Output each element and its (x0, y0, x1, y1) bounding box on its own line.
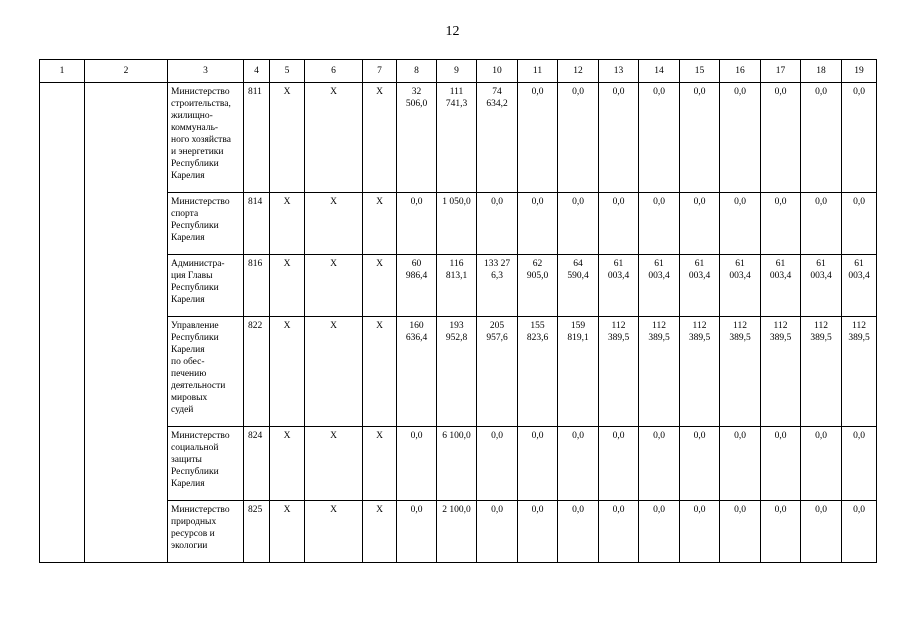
value-cell (477, 193, 518, 255)
value-part: 0,0 (572, 197, 584, 207)
value-part: 0,0 (815, 431, 827, 441)
x-marker-cell: X (305, 427, 363, 501)
organization-name-line: спорта (171, 209, 199, 219)
value-cell (599, 501, 639, 563)
value-cell (639, 83, 680, 193)
value-part: 0,0 (853, 505, 865, 515)
value-part: 0,0 (853, 197, 865, 207)
value-part: 0,0 (491, 431, 503, 441)
value-part: 61 (613, 259, 624, 269)
value-part: 61 (694, 259, 705, 269)
value-part: 636,4 (405, 333, 428, 343)
value-cell (437, 193, 477, 255)
organization-name-line: Республики (171, 467, 219, 477)
organization-name-line: Министерство (171, 431, 230, 441)
value-part: 003,4 (769, 271, 792, 281)
value-cell (599, 255, 639, 317)
organization-name-line: Управление (171, 321, 219, 331)
value-cell (397, 317, 437, 427)
x-marker-cell: X (270, 317, 305, 427)
organization-name (168, 317, 244, 427)
value-cell (599, 83, 639, 193)
value-cell (842, 255, 877, 317)
column-header: 11 (518, 60, 558, 83)
value-cell (599, 317, 639, 427)
value-part: 112 (692, 321, 707, 331)
value-part: 0,0 (734, 197, 746, 207)
value-cell (639, 501, 680, 563)
value-cell (558, 317, 599, 427)
organization-name-line: Карелия (171, 233, 205, 243)
value-cell (477, 317, 518, 427)
value-part: 1 050,0 (442, 197, 471, 207)
column-header: 19 (842, 60, 877, 83)
value-part: 193 (449, 321, 464, 331)
value-cell (761, 255, 801, 317)
column-header: 13 (599, 60, 639, 83)
x-marker-cell: X (363, 193, 397, 255)
value-part: 003,4 (607, 271, 630, 281)
organization-name-line: ресурсов и (171, 529, 215, 539)
value-part: 0,0 (774, 197, 787, 207)
value-part: 0,0 (853, 431, 865, 441)
value-cell (680, 427, 720, 501)
organization-name (168, 83, 244, 193)
organization-name-line: ция Главы (171, 271, 213, 281)
value-part: 0,0 (653, 431, 665, 441)
organization-name-line: природных (171, 517, 217, 527)
x-marker-cell: X (270, 255, 305, 317)
column-header: 7 (363, 60, 397, 83)
value-cell (599, 193, 639, 255)
column-header: 12 (558, 60, 599, 83)
value-part: 0,0 (572, 87, 584, 97)
organization-name-line: экологии (171, 541, 208, 551)
value-part: 389,5 (769, 333, 792, 343)
value-part: 0,0 (693, 505, 706, 515)
x-marker-cell: X (363, 317, 397, 427)
column-header: 5 (270, 60, 305, 83)
value-part: 986,4 (405, 271, 428, 281)
value-cell (761, 317, 801, 427)
column-header: 14 (639, 60, 680, 83)
value-part: 590,4 (567, 271, 589, 281)
value-part: 823,6 (526, 333, 549, 343)
value-cell (397, 427, 437, 501)
value-cell (397, 193, 437, 255)
column-header: 17 (761, 60, 801, 83)
value-part: 0,0 (815, 505, 827, 515)
organization-name-line: Карелия (171, 345, 205, 355)
ministry-code: 822 (244, 317, 270, 427)
x-marker-cell: X (305, 317, 363, 427)
organization-name-line: Республики (171, 333, 219, 343)
value-cell (477, 83, 518, 193)
value-cell (801, 83, 842, 193)
value-part: 159 (570, 321, 586, 331)
value-part: 62 (532, 259, 543, 269)
value-cell (801, 427, 842, 501)
x-marker-cell: X (305, 255, 363, 317)
value-part: 0,0 (410, 431, 423, 441)
organization-name-line: Министерство (171, 197, 230, 207)
value-cell (680, 193, 720, 255)
value-part: 003,4 (848, 271, 870, 281)
organization-name-line: по обес- (171, 357, 205, 367)
value-cell (397, 83, 437, 193)
value-part: 0,0 (491, 505, 503, 515)
organization-name (168, 427, 244, 501)
value-cell (842, 317, 877, 427)
value-cell (761, 427, 801, 501)
value-part: 389,5 (729, 333, 751, 343)
value-part: 389,5 (688, 333, 711, 343)
organization-name-line: Республики (171, 159, 219, 169)
merged-cell-col1 (40, 83, 85, 563)
page-number: 12 (445, 24, 460, 39)
x-marker-cell: X (363, 255, 397, 317)
value-part: 61 (775, 259, 786, 269)
value-part: 6,3 (491, 271, 503, 281)
value-part: 112 (733, 321, 747, 331)
x-marker-cell: X (305, 501, 363, 563)
ministry-code: 816 (244, 255, 270, 317)
organization-name-line: коммуналь- (171, 123, 219, 133)
table-body (40, 83, 877, 563)
organization-name-line: социальной (171, 443, 219, 453)
value-cell (397, 255, 437, 317)
value-cell (801, 255, 842, 317)
value-part: 0,0 (815, 87, 827, 97)
value-part: 0,0 (531, 197, 544, 207)
organization-name-line: Министерство (171, 505, 230, 515)
value-part: 0,0 (853, 87, 865, 97)
column-header: 8 (397, 60, 437, 83)
value-part: 819,1 (567, 333, 589, 343)
value-cell (477, 427, 518, 501)
merged-cell-col2 (85, 83, 168, 563)
organization-name (168, 255, 244, 317)
organization-name-line: Карелия (171, 295, 205, 305)
organization-name-line: судей (171, 405, 194, 415)
value-part: 0,0 (815, 197, 827, 207)
value-part: 506,0 (405, 99, 428, 109)
column-header: 4 (244, 60, 270, 83)
ministry-code: 811 (244, 83, 270, 193)
value-part: 0,0 (653, 197, 665, 207)
value-part: 003,4 (648, 271, 670, 281)
value-part: 003,4 (810, 271, 832, 281)
value-part: 0,0 (734, 87, 746, 97)
column-header: 16 (720, 60, 761, 83)
organization-name-line: Министерство (171, 87, 230, 97)
value-part: 389,5 (848, 333, 870, 343)
value-part: 112 (814, 321, 828, 331)
ministry-code: 825 (244, 501, 270, 563)
value-part: 0,0 (734, 431, 746, 441)
value-cell (720, 501, 761, 563)
value-part: 0,0 (774, 505, 787, 515)
organization-name-line: ного хозяйства (171, 135, 231, 145)
value-cell (720, 255, 761, 317)
value-part: 61 (654, 259, 664, 269)
value-cell (437, 255, 477, 317)
organization-name-line: мировых (171, 393, 208, 403)
value-cell (720, 83, 761, 193)
value-cell (518, 501, 558, 563)
value-part: 0,0 (653, 505, 665, 515)
value-part: 61 (735, 259, 745, 269)
value-cell (720, 193, 761, 255)
value-cell (639, 255, 680, 317)
value-part: 0,0 (531, 87, 544, 97)
value-cell (518, 427, 558, 501)
value-part: 0,0 (774, 87, 787, 97)
value-part: 112 (852, 321, 866, 331)
value-part: 74 (492, 87, 502, 97)
value-part: 0,0 (693, 87, 706, 97)
value-cell (558, 427, 599, 501)
value-part: 389,5 (648, 333, 670, 343)
value-cell (842, 193, 877, 255)
value-cell (437, 317, 477, 427)
value-part: 0,0 (410, 505, 423, 515)
value-part: 61 (816, 259, 826, 269)
value-part: 813,1 (445, 271, 468, 281)
header-row (40, 60, 877, 83)
value-part: 0,0 (491, 197, 503, 207)
value-cell (518, 317, 558, 427)
value-part: 112 (611, 321, 626, 331)
value-cell (801, 193, 842, 255)
value-cell (639, 317, 680, 427)
value-part: 6 100,0 (442, 431, 471, 441)
column-header: 1 (40, 60, 85, 83)
x-marker-cell: X (305, 193, 363, 255)
value-part: 160 (409, 321, 424, 331)
value-cell (437, 427, 477, 501)
value-part: 0,0 (693, 197, 706, 207)
value-cell (477, 501, 518, 563)
value-cell (801, 501, 842, 563)
value-part: 64 (573, 259, 583, 269)
value-cell (437, 83, 477, 193)
value-part: 0,0 (531, 431, 544, 441)
value-cell (639, 193, 680, 255)
value-part: 634,2 (486, 99, 508, 109)
organization-name-line: Карелия (171, 479, 205, 489)
organization-name-line: строительства, (171, 99, 231, 109)
value-part: 0,0 (774, 431, 787, 441)
value-cell (518, 83, 558, 193)
value-part: 2 100,0 (442, 505, 471, 515)
value-part: 741,3 (445, 99, 468, 109)
organization-name-line: Администра- (171, 259, 225, 269)
value-cell (437, 501, 477, 563)
value-cell (680, 255, 720, 317)
value-part: 389,5 (810, 333, 832, 343)
value-part: 133 27 (483, 259, 511, 269)
value-cell (558, 193, 599, 255)
ministry-code: 824 (244, 427, 270, 501)
value-cell (761, 193, 801, 255)
value-part: 0,0 (734, 505, 746, 515)
x-marker-cell: X (363, 83, 397, 193)
value-cell (639, 427, 680, 501)
value-part: 952,8 (445, 333, 468, 343)
value-part: 155 (530, 321, 545, 331)
value-part: 957,6 (486, 333, 508, 343)
value-part: 111 (449, 87, 464, 97)
value-part: 61 (854, 259, 864, 269)
value-part: 0,0 (531, 505, 544, 515)
value-part: 0,0 (572, 505, 584, 515)
column-header: 9 (437, 60, 477, 83)
value-part: 205 (489, 321, 505, 331)
value-cell (842, 83, 877, 193)
value-cell (558, 255, 599, 317)
value-part: 116 (449, 259, 464, 269)
value-cell (761, 501, 801, 563)
x-marker-cell: X (270, 83, 305, 193)
organization-name-line: печению (171, 369, 207, 379)
value-cell (801, 317, 842, 427)
value-cell (761, 83, 801, 193)
value-part: 60 (411, 259, 422, 269)
value-cell (558, 83, 599, 193)
value-part: 32 (411, 87, 422, 97)
value-cell (842, 427, 877, 501)
value-cell (842, 501, 877, 563)
value-part: 003,4 (729, 271, 751, 281)
x-marker-cell: X (270, 501, 305, 563)
organization-name-line: Республики (171, 283, 219, 293)
table-row (40, 83, 877, 193)
value-cell (720, 317, 761, 427)
x-marker-cell: X (363, 427, 397, 501)
value-cell (477, 255, 518, 317)
organization-name-line: жилищно- (171, 111, 213, 121)
value-part: 112 (773, 321, 788, 331)
organization-name-line: защиты (171, 455, 202, 465)
value-part: 389,5 (607, 333, 630, 343)
value-part: 0,0 (653, 87, 665, 97)
organization-name-line: и энергетики (171, 147, 224, 157)
value-cell (558, 501, 599, 563)
x-marker-cell: X (305, 83, 363, 193)
value-part: 0,0 (572, 431, 584, 441)
ministry-code: 814 (244, 193, 270, 255)
value-part: 0,0 (612, 87, 625, 97)
value-cell (680, 83, 720, 193)
value-part: 0,0 (612, 197, 625, 207)
value-part: 0,0 (410, 197, 423, 207)
value-cell (720, 427, 761, 501)
value-cell (518, 255, 558, 317)
column-header: 3 (168, 60, 244, 83)
column-header: 15 (680, 60, 720, 83)
value-part: 0,0 (612, 505, 625, 515)
value-part: 003,4 (688, 271, 711, 281)
value-cell (680, 501, 720, 563)
x-marker-cell: X (270, 193, 305, 255)
column-header: 10 (477, 60, 518, 83)
x-marker-cell: X (270, 427, 305, 501)
value-cell (599, 427, 639, 501)
budget-table (39, 59, 877, 563)
organization-name-line: Карелия (171, 171, 205, 181)
column-header: 6 (305, 60, 363, 83)
value-part: 0,0 (693, 431, 706, 441)
organization-name-line: Республики (171, 221, 219, 231)
column-header: 18 (801, 60, 842, 83)
x-marker-cell: X (363, 501, 397, 563)
value-cell (397, 501, 437, 563)
organization-name (168, 193, 244, 255)
value-part: 0,0 (612, 431, 625, 441)
organization-name (168, 501, 244, 563)
value-cell (680, 317, 720, 427)
value-cell (518, 193, 558, 255)
organization-name-line: деятельности (171, 381, 226, 391)
value-part: 905,0 (526, 271, 549, 281)
column-header: 2 (85, 60, 168, 83)
value-part: 112 (652, 321, 666, 331)
